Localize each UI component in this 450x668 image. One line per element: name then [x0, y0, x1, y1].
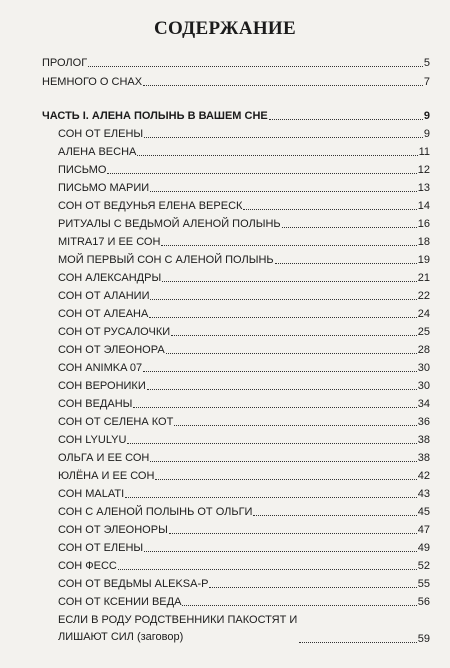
toc-entry-title: СОН ОТ ВЕДЬМЫ ALEKSA-P [58, 578, 209, 590]
toc-entry-title: СОН АЛЕКСАНДРЫ [58, 272, 162, 284]
toc-page-number: 56 [417, 596, 430, 608]
toc-entry [58, 539, 430, 555]
toc-entry [58, 125, 430, 141]
toc-entry-title: ПИСЬМО МАРИИ [58, 182, 150, 194]
toc-entry-title: СОН MALATI [58, 488, 125, 500]
toc-entry [58, 269, 430, 285]
dot-leader [282, 227, 417, 228]
toc-entry-title: СОН ОТ КСЕНИИ ВЕДА [58, 596, 182, 608]
toc-entry [58, 467, 430, 483]
toc-entry-title: СОН ОТ ВЕДУНЬЯ ЕЛЕНА ВЕРЕСК [58, 200, 243, 212]
dot-leader [150, 299, 416, 300]
toc-entry-title: РИТУАЛЫ С ВЕДЬМОЙ АЛЕНОЙ ПОЛЫНЬ [58, 218, 281, 230]
toc-page-number: 49 [417, 542, 430, 554]
toc-entry-title: СОН ОТ ЭЛЕОНОРЫ [58, 524, 168, 536]
dot-leader [144, 551, 417, 552]
toc-page-number: 21 [417, 272, 430, 284]
dot-leader [143, 371, 417, 372]
toc-entry [58, 161, 430, 177]
dot-leader [137, 155, 417, 156]
toc-page-number: 30 [417, 362, 430, 374]
toc-entry-title: СОН ВЕРОНИКИ [58, 380, 146, 392]
toc-entry [58, 395, 430, 411]
toc-page-number: 14 [417, 200, 430, 212]
toc-entry [58, 251, 430, 267]
toc-entry [58, 449, 430, 465]
toc-page-number: 22 [417, 290, 430, 302]
toc-entry-title: ПРОЛОГ [42, 57, 88, 69]
page-title: СОДЕРЖАНИЕ [154, 18, 296, 39]
toc-page-number: 42 [417, 470, 430, 482]
toc-page-number: 13 [417, 182, 430, 194]
dot-leader [253, 515, 416, 516]
dot-leader [275, 263, 417, 264]
toc-entry [58, 233, 430, 249]
toc-page-number: 19 [417, 254, 430, 266]
toc-entry-title: СОН ANIMKA 07 [58, 362, 143, 374]
toc-page-number: 59 [417, 633, 430, 645]
toc-page-number: 18 [417, 236, 430, 248]
dot-leader [125, 497, 417, 498]
toc-page-number: 11 [418, 146, 430, 158]
toc-entry-title: СОН С АЛЕНОЙ ПОЛЫНЬ ОТ ОЛЬГИ [58, 506, 253, 518]
toc-entry-title: СОН LYULYU [58, 434, 127, 446]
toc-entry-title: СОН ОТ СЕЛЕНА КОТ [58, 416, 174, 428]
toc-entry-title: MITRA17 И ЕЕ СОН [58, 236, 161, 248]
toc-entry-title: СОН ОТ ЕЛЕНЫ [58, 542, 144, 554]
toc-page-number: 16 [417, 218, 430, 230]
toc-page-number: 12 [417, 164, 430, 176]
dot-leader [209, 587, 416, 588]
toc-entry-title: НЕМНОГО О СНАХ [42, 76, 143, 88]
toc-entry-title: СОН ОТ ЭЛЕОНОРА [58, 344, 165, 356]
toc-page-number: 9 [423, 128, 430, 140]
dot-leader [143, 85, 423, 86]
toc-part-heading [42, 107, 430, 123]
dot-leader [162, 281, 417, 282]
toc-entry [58, 215, 430, 231]
dot-leader [149, 317, 416, 318]
toc-page-number: 36 [417, 416, 430, 428]
toc-entry-title: СОН ВЕДАНЫ [58, 398, 133, 410]
toc-page-number: 45 [417, 506, 430, 518]
toc-page-number: 28 [417, 344, 430, 356]
dot-leader [147, 389, 417, 390]
dot-leader [150, 191, 417, 192]
dot-leader [182, 605, 416, 606]
toc-entry [58, 612, 430, 646]
toc-entry [58, 143, 430, 159]
toc-page-number: 30 [417, 380, 430, 392]
toc-entry [58, 323, 430, 339]
toc-page-number: 9 [423, 110, 430, 122]
toc-page-number: 52 [417, 560, 430, 572]
toc-entry [58, 431, 430, 447]
dot-leader [171, 335, 417, 336]
toc-entry [58, 485, 430, 501]
toc-entry [42, 73, 430, 89]
toc-entry-title: ЕСЛИ В РОДУ РОДСТВЕННИКИ ПАКОСТЯТ И ЛИШАЮТ СИЛ (заговор) [58, 614, 298, 643]
toc-page-number: 38 [417, 452, 430, 464]
toc-page-number: 7 [423, 76, 430, 88]
dot-leader [169, 533, 417, 534]
dot-leader [127, 443, 416, 444]
dot-leader [243, 209, 416, 210]
toc-page-number: 47 [417, 524, 430, 536]
toc-entry [58, 197, 430, 213]
dot-leader [150, 461, 416, 462]
toc-page-number: 38 [417, 434, 430, 446]
dot-leader [88, 66, 423, 67]
toc-entry [58, 593, 430, 609]
dot-leader [155, 479, 416, 480]
dot-leader [107, 173, 416, 174]
toc-entry-title: ОЛЬГА И ЕЕ СОН [58, 452, 150, 464]
toc-entry [58, 503, 430, 519]
toc-entry [58, 377, 430, 393]
toc-entry [58, 413, 430, 429]
toc-entry-title: СОН ФЕСС [58, 560, 117, 572]
toc-entry-title: АЛЕНА ВЕСНА [58, 146, 137, 158]
dot-leader [133, 407, 416, 408]
toc-entry-title: ЧАСТЬ I. АЛЕНА ПОЛЫНЬ В ВАШЕМ СНЕ [42, 110, 268, 122]
dot-leader [166, 353, 417, 354]
toc-page-number: 24 [417, 308, 430, 320]
toc-entry-title: ЮЛЁНА И ЕЕ СОН [58, 470, 155, 482]
toc-page-number: 25 [417, 326, 430, 338]
toc-entry [42, 54, 430, 70]
toc-entry-title: ПИСЬМО [58, 164, 107, 176]
toc-entry-title: СОН ОТ АЛЕАНА [58, 308, 149, 320]
toc-entry-title: СОН ОТ АЛАНИИ [58, 290, 150, 302]
toc-entry [58, 341, 430, 357]
toc-entry-title: СОН ОТ ЕЛЕНЫ [58, 128, 144, 140]
toc-entry [58, 287, 430, 303]
toc-page-number: 43 [417, 488, 430, 500]
dot-leader [299, 642, 417, 643]
toc-page-number: 55 [417, 578, 430, 590]
toc-entry [58, 575, 430, 591]
dot-leader [144, 137, 423, 138]
toc-entry [58, 359, 430, 375]
dot-leader [174, 425, 416, 426]
toc-entry [58, 557, 430, 573]
toc-page-number: 34 [417, 398, 430, 410]
dot-leader [161, 245, 416, 246]
dot-leader [269, 119, 423, 120]
dot-leader [118, 569, 417, 570]
toc-entry-title: СОН ОТ РУСАЛОЧКИ [58, 326, 171, 338]
toc-entry-title: МОЙ ПЕРВЫЙ СОН С АЛЕНОЙ ПОЛЫНЬ [58, 254, 274, 266]
toc-entry [58, 305, 430, 321]
toc-entry [58, 521, 430, 537]
toc-entry [58, 179, 430, 195]
toc-page-number: 5 [423, 57, 430, 69]
